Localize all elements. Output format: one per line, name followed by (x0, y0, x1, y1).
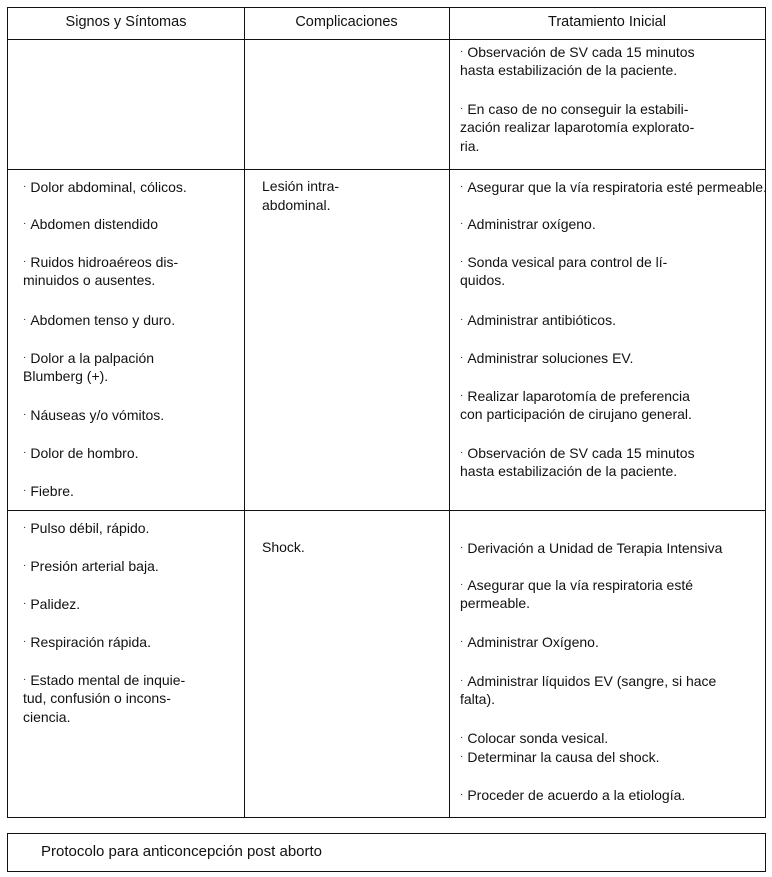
complication-label: abdominal. (262, 197, 331, 213)
sign-item: · Dolor de hombro. (23, 445, 139, 461)
bullet-mark: · (460, 542, 464, 553)
treatment-item: · Observación de SV cada 15 minutos (460, 445, 695, 461)
sign-item: minuidos o ausentes. (23, 272, 156, 288)
sign-item: · Fiebre. (23, 483, 74, 499)
complication-label: Lesión intra- (262, 178, 340, 194)
bullet-mark: · (460, 314, 464, 325)
treatment-item: hasta estabilización de la paciente. (460, 463, 678, 479)
treatment-item: · Proceder de acuerdo a la etiología. (460, 787, 686, 803)
treatment-item: · Derivación a Unidad de Terapia Intensiva (460, 540, 723, 556)
complication-label: Shock. (262, 539, 305, 555)
bullet-mark: · (460, 751, 464, 762)
sign-item: ciencia. (23, 709, 71, 725)
bullet-mark: · (23, 560, 27, 571)
row-divider (8, 169, 765, 170)
column-divider (449, 8, 450, 817)
protocol-title: Protocolo para anticoncepción post aborto (41, 843, 323, 860)
bullet-mark: · (460, 46, 464, 57)
header-divider (8, 39, 765, 40)
bullet-mark: · (23, 352, 27, 363)
treatment-item: · Observación de SV cada 15 minutos (460, 44, 695, 60)
treatment-item: · Determinar la causa del shock. (460, 749, 660, 765)
sign-item: · Pulso débil, rápido. (23, 520, 150, 536)
sign-item: tud, confusión o incons- (23, 690, 171, 706)
bullet-mark: · (460, 390, 464, 401)
sign-item: · Dolor abdominal, cólicos. (23, 179, 187, 195)
bullet-mark: · (460, 789, 464, 800)
treatment-item: · En caso de no conseguir la estabili- (460, 101, 689, 117)
treatment-item: · Realizar laparotomía de preferencia (460, 388, 690, 404)
sign-item: · Náuseas y/o vómitos. (23, 407, 165, 423)
sign-item: · Palidez. (23, 596, 81, 612)
sign-item: · Presión arterial baja. (23, 558, 159, 574)
bullet-mark: · (460, 636, 464, 647)
sign-item: · Ruidos hidroaéreos dis- (23, 254, 179, 270)
bullet-mark: · (460, 732, 464, 743)
bullet-mark: · (23, 256, 27, 267)
treatment-item: · Administrar soluciones EV. (460, 350, 634, 366)
sign-item: · Dolor a la palpación (23, 350, 155, 366)
bullet-mark: · (460, 256, 464, 267)
protocol-box (7, 833, 766, 872)
treatment-item: · Administrar antibióticos. (460, 312, 616, 328)
bullet-mark: · (460, 352, 464, 363)
bullet-mark: · (23, 218, 27, 229)
sign-item: · Abdomen distendido (23, 216, 158, 232)
bullet-mark: · (23, 674, 27, 685)
treatment-item: · Administrar líquidos EV (sangre, si hace (460, 673, 717, 689)
bullet-mark: · (460, 103, 464, 114)
bullet-mark: · (23, 181, 27, 192)
header-treatment: Tratamiento Inicial (548, 14, 666, 30)
bullet-mark: · (23, 485, 27, 496)
column-divider (244, 8, 245, 817)
treatment-item: falta). (460, 691, 496, 707)
treatment-item: · Asegurar que la vía respiratoria esté (460, 577, 694, 593)
bullet-mark: · (23, 636, 27, 647)
treatment-item: · Administrar oxígeno. (460, 216, 596, 232)
bullet-mark: · (460, 447, 464, 458)
header-signs: Signos y Síntomas (65, 14, 187, 30)
bullet-mark: · (460, 579, 464, 590)
treatment-item: · Sonda vesical para control de lí- (460, 254, 668, 270)
bullet-mark: · (23, 522, 27, 533)
bullet-mark: · (23, 409, 27, 420)
sign-item: Blumberg (+). (23, 368, 109, 384)
bullet-mark: · (23, 598, 27, 609)
bullet-mark: · (460, 218, 464, 229)
treatment-item: zación realizar laparotomía explorato- (460, 119, 695, 135)
treatment-item: permeable. (460, 595, 531, 611)
treatment-item: ria. (460, 138, 480, 154)
treatment-item: hasta estabilización de la paciente. (460, 62, 678, 78)
sign-item: · Estado mental de inquie- (23, 672, 186, 688)
bullet-mark: · (23, 447, 27, 458)
bullet-mark: · (23, 314, 27, 325)
sign-item: · Abdomen tenso y duro. (23, 312, 176, 328)
header-complications: Complicaciones (295, 14, 398, 30)
treatment-item: con participación de cirujano general. (460, 406, 692, 422)
bullet-mark: · (460, 675, 464, 686)
row-divider (8, 510, 765, 511)
treatment-item: · Colocar sonda vesical. (460, 730, 609, 746)
bullet-mark: · (460, 181, 464, 192)
treatment-item: quidos. (460, 272, 506, 288)
sign-item: · Respiración rápida. (23, 634, 151, 650)
clinical-table (7, 7, 766, 818)
treatment-item: · Administrar Oxígeno. (460, 634, 599, 650)
treatment-item: · Asegurar que la vía respiratoria esté permeable. (460, 179, 767, 195)
